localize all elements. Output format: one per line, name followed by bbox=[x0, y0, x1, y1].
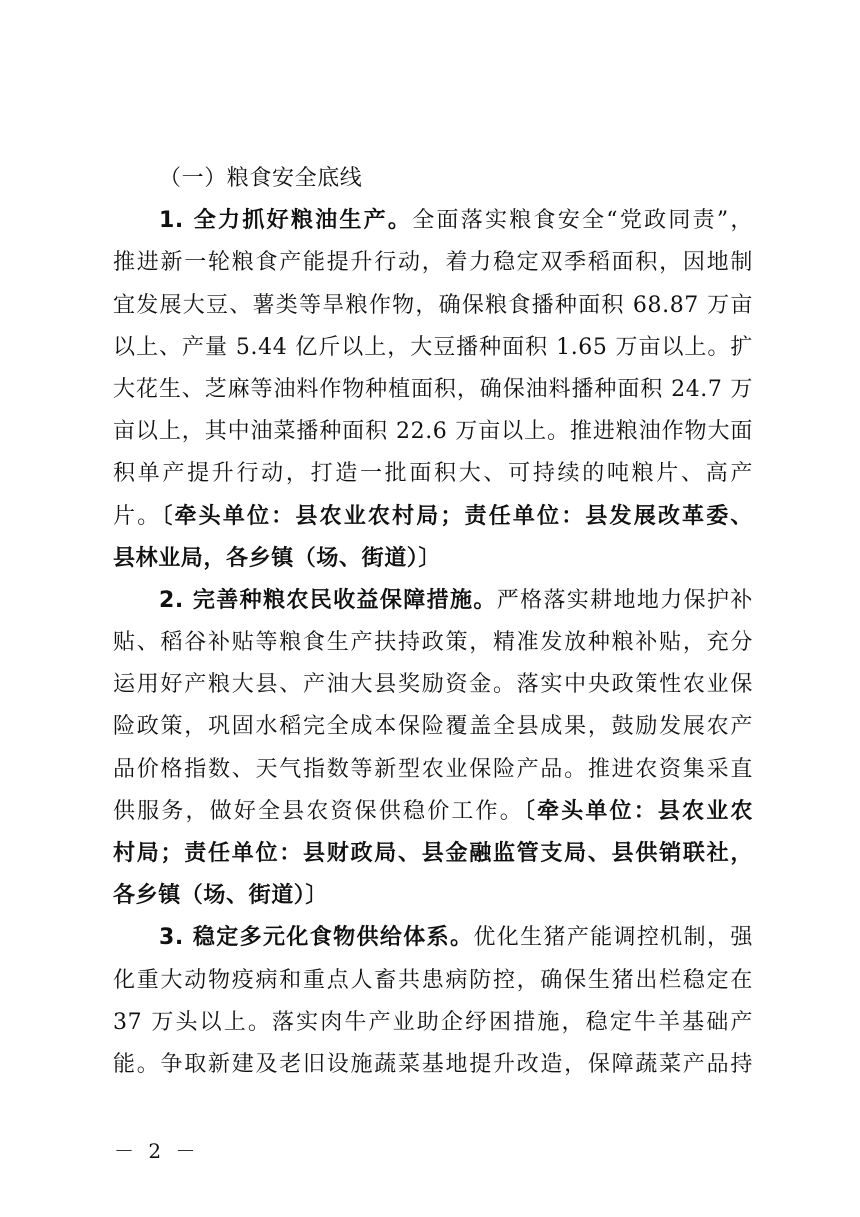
item-3-line: 3. 稳定多元化食物供给体系。优化生猪产能调控机制，强 bbox=[159, 925, 754, 951]
item-2-title: 2. 完善种粮农民收益保障措施。 bbox=[159, 587, 497, 613]
item-2-line bbox=[113, 875, 753, 917]
item-1-line bbox=[113, 538, 753, 580]
item-1-title: 1. 全力抓好粮油生产。 bbox=[159, 208, 413, 234]
item-1-responsibility: 〔牵头单位：县农业农村局；责任单位：县发展改革委、 bbox=[161, 503, 753, 529]
item-1-line: 以上、产量 5.44 亿斤以上，大豆播种面积 1.65 万亩以上。扩 bbox=[113, 334, 753, 360]
item-1-line: 推进新一轮粮食产能提升行动，着力稳定双季稻面积，因地制 bbox=[113, 250, 753, 276]
item-1-line: 1. 全力抓好粮油生产。全面落实粮食安全“党政同责”， bbox=[159, 208, 753, 234]
item-2-responsibility: 村局；责任单位：县财政局、县金融监管支局、县供销联社， bbox=[113, 841, 753, 866]
document-body bbox=[113, 158, 753, 1086]
item-3-title: 3. 稳定多元化食物供给体系。 bbox=[159, 925, 474, 951]
item-2-line: 运用好产粮大县、产油大县奖励资金。落实中央政策性农业保 bbox=[113, 672, 753, 698]
section-heading bbox=[113, 158, 753, 200]
item-3-line: 化重大动物疫病和重点人畜共患病防控，确保生猪出栏稳定在 bbox=[113, 967, 753, 993]
item-1-line: 片。〔牵头单位：县农业农村局；责任单位：县发展改革委、 bbox=[113, 503, 753, 529]
item-1-line: 大花生、芝麻等油料作物种植面积，确保油料播种面积 24.7 万 bbox=[113, 376, 753, 402]
item-2-line: 品价格指数、天气指数等新型农业保险产品。推进农资集采直 bbox=[113, 756, 753, 782]
section-heading-text: （一）粮食安全底线 bbox=[159, 166, 363, 191]
item-2-line: 供服务，做好全县农资保供稳价工作。〔牵头单位：县农业农 bbox=[113, 798, 753, 824]
item-3-line: 37 万头以上。落实肉牛产业助企纾困措施，稳定牛羊基础产 bbox=[113, 1009, 753, 1035]
item-2-line: 贴、稻谷补贴等粮食生产扶持政策，精准发放种粮补贴，充分 bbox=[113, 630, 753, 656]
item-3-line: 能。争取新建及老旧设施蔬菜基地提升改造，保障蔬菜产品持 bbox=[113, 1051, 753, 1077]
page-number: － 2 － bbox=[114, 1139, 200, 1163]
item-2-line: 2. 完善种粮农民收益保障措施。严格落实耕地地力保护补 bbox=[159, 587, 753, 613]
item-1-line: 宜发展大豆、薯类等旱粮作物，确保粮食播种面积 68.87 万亩 bbox=[113, 292, 753, 318]
item-1-line: 亩以上，其中油菜播种面积 22.6 万亩以上。推进粮油作物大面 bbox=[113, 419, 753, 445]
item-2-line bbox=[113, 833, 753, 875]
item-1-line: 积单产提升行动，打造一批面积大、可持续的吨粮片、高产 bbox=[113, 461, 753, 487]
item-2-responsibility: 各乡镇（场、街道）〕 bbox=[113, 883, 329, 909]
item-2-line: 险政策，巩固水稻完全成本保险覆盖全县成果，鼓励发展农产 bbox=[113, 714, 753, 740]
item-2-responsibility: 〔牵头单位：县农业农 bbox=[523, 798, 753, 824]
item-1-responsibility: 县林业局，各乡镇（场、街道）〕 bbox=[113, 545, 442, 571]
